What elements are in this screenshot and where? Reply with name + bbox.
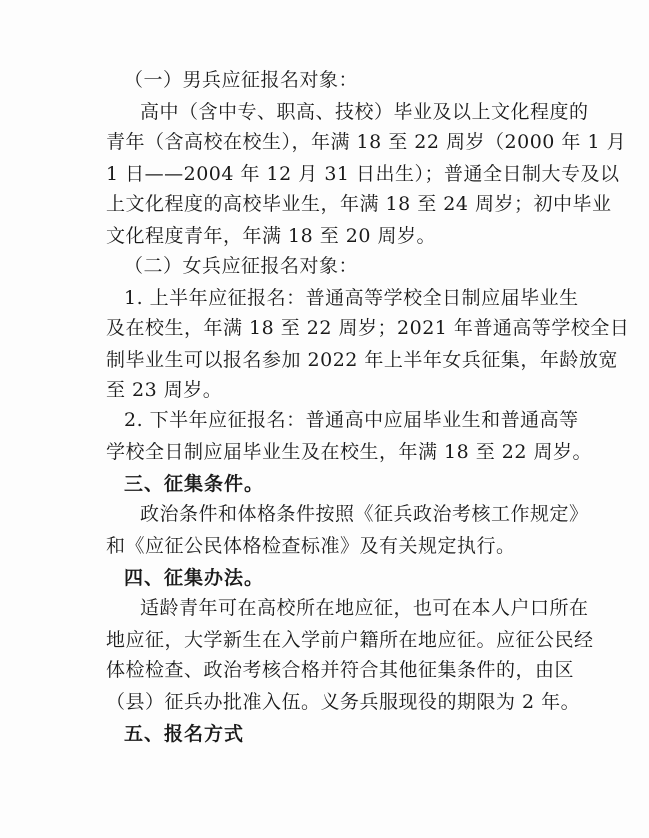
body-line: 及在校生，年满 18 至 22 周岁；2021 年普通高等学校全日	[106, 317, 630, 339]
body-line: 适龄青年可在高校所在地应征，也可在本人户口所在	[140, 597, 589, 619]
body-line: 至 23 周岁。	[106, 379, 223, 401]
body-line: 文化程度青年，年满 18 至 20 周岁。	[106, 225, 437, 247]
body-line: 青年（含高校在校生），年满 18 至 22 周岁（2000 年 1 月	[106, 131, 627, 153]
body-line: 2. 下半年应征报名：普通高中应届毕业生和普通高等	[124, 409, 579, 431]
body-line: 学校全日制应届毕业生及在校生，年满 18 至 22 周岁。	[106, 441, 593, 463]
body-line: 1. 上半年应征报名：普通高等学校全日制应届毕业生	[124, 287, 579, 309]
body-line: 制毕业生可以报名参加 2022 年上半年女兵征集，年龄放宽	[106, 349, 618, 371]
section-method-heading: 四、征集办法。	[124, 567, 265, 589]
body-line: 高中（含中专、职高、技校）毕业及以上文化程度的	[140, 101, 589, 123]
section-female-heading: （二）女兵应征报名对象：	[124, 255, 359, 277]
section-male-heading: （一）男兵应征报名对象：	[124, 69, 359, 91]
body-line: 上文化程度的高校毕业生，年满 18 至 24 周岁；初中毕业	[106, 193, 612, 215]
body-line: （县）征兵办批准入伍。义务兵服现役的期限为 2 年。	[106, 691, 581, 713]
body-line: 和《应征公民体格检查标准》及有关规定执行。	[106, 535, 516, 557]
section-conditions-heading: 三、征集条件。	[124, 473, 265, 495]
body-line: 体检检查、政治考核合格并符合其他征集条件的，由区	[106, 659, 575, 681]
body-line: 政治条件和体格条件按照《征兵政治考核工作规定》	[140, 503, 589, 525]
section-registration-heading: 五、报名方式	[124, 723, 245, 745]
body-line: 1 日——2004 年 12 月 31 日出生）；普通全日制大专及以	[106, 163, 620, 185]
body-line: 地应征，大学新生在入学前户籍所在地应征。应征公民经	[106, 629, 594, 651]
